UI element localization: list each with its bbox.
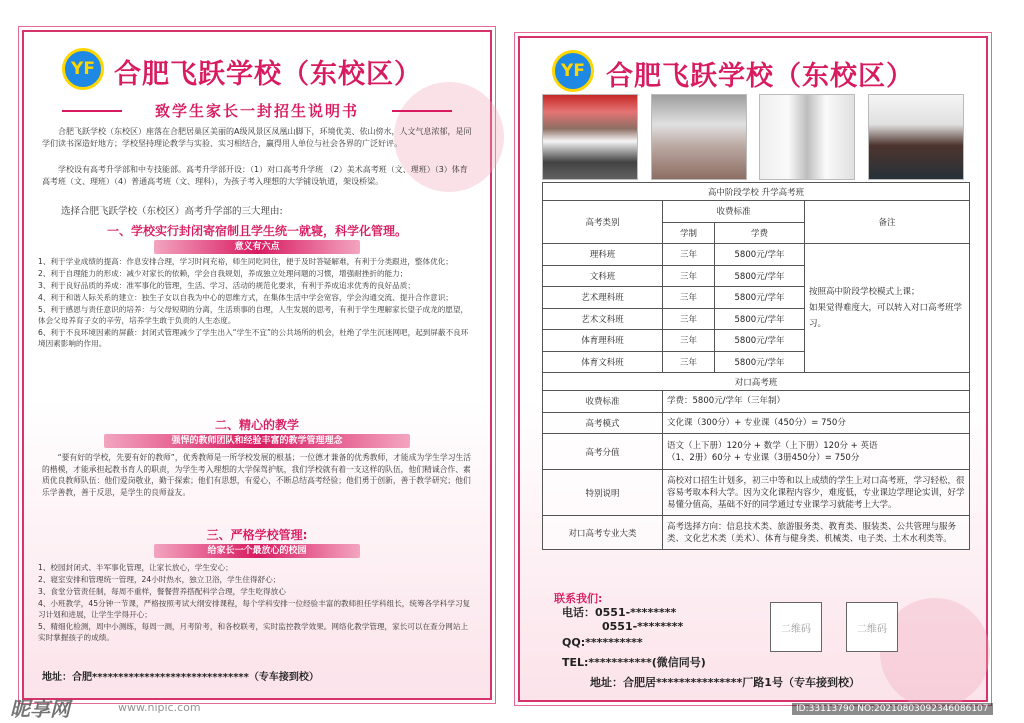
table-cell: 艺术文科班 (543, 308, 663, 330)
table-cell: 三年 (663, 351, 715, 373)
table-row (543, 391, 970, 413)
table-cell: 理科班 (543, 244, 663, 266)
list-item: 4、小班教学，45分钟一节课，严格按照考试大纲安排课程，每个学科安排一位经验丰富的教师担任学科组长，统筹各学科学习复习计划和进展，让学生学得开心； (38, 599, 471, 619)
section-2-title: 二、精心的教学 (214, 418, 299, 432)
section-3-banner: 给家长一个最放心的校园 (154, 544, 360, 558)
score-line: （1、2册）60分 + 专业课（3册450分）= 750分 (667, 452, 860, 463)
school-logo-icon: YF (552, 50, 594, 92)
table-label: 高考模式 (543, 412, 663, 434)
qr-code-placeholder: 二维码 (846, 602, 898, 652)
list-item: 1、利于学业成绩的提高：作息安排合理，学习时间充裕，师生同吃同住，便于及时答疑解难，有利于分类跟进，整体优化； (38, 257, 453, 266)
list-item: 2、寝室安排和管理统一管理，24小时热水，独立卫浴，学生住得舒心； (38, 575, 281, 584)
left-page (22, 30, 492, 700)
table-label: 收费标准 (543, 391, 663, 413)
table-cell: 5800元/学年 (715, 308, 805, 330)
list-item: 3、利于良好品质的养成：准军事化的管理，生活、学习、活动的规范化要求，有利于养成追求优秀的良好品质； (38, 281, 415, 290)
table-header: 收费标准 (663, 201, 805, 223)
watermark-id: ID:33113790 NO:20210803092346086107 (792, 703, 993, 715)
computer-lab-photo (868, 94, 964, 180)
table-remark: 按照高中阶段学校模式上课； 如果觉得难度大，可以转入对口高考班学习。 (805, 244, 970, 373)
section-1-list (38, 256, 472, 350)
table-label: 特别说明 (543, 470, 663, 516)
section-2-banner: 强悍的教师团队和经验丰富的教学管理理念 (104, 434, 410, 448)
reasons-heading: 选择合肥飞跃学校（东校区）高考升学部的三大理由: (61, 206, 283, 217)
table-cell: 5800元/学年 (715, 287, 805, 309)
table-cell: 5800元/学年 (715, 351, 805, 373)
section-1-banner: 意义有六点 (154, 240, 360, 254)
phone-2: 0551-******** (602, 620, 684, 633)
section-3-title: 三、严格学校管理: (206, 528, 308, 542)
table-row (543, 244, 970, 266)
table-header: 学费 (715, 222, 805, 244)
table-cell: 高校对口招生计划多，初三中等和以上成绩的学生上对口高考班，学习轻松，很容易考取本科大学。因为文化课程内容少，难度低，专业课边学理论实训，好学易懂分值高，基础不好的同学通过专业课学习就能考上大学。 (663, 470, 970, 516)
list-item: 5、精细化检测，周中小测练，每周一测，月考阶考，和各校联考，实时监控教学效果。网络化教学管理，家长可以在查分网站上实时掌握孩子的成绩。 (38, 622, 469, 642)
table-cell: 体育文科班 (543, 351, 663, 373)
table-cell: 5800元/学年 (715, 244, 805, 266)
table-row (543, 434, 970, 470)
right-page (518, 36, 988, 702)
table-cell: 三年 (663, 308, 715, 330)
table-cell: 三年 (663, 287, 715, 309)
section-3-list (38, 562, 472, 644)
table-cell: 三年 (663, 244, 715, 266)
school-name: 合肥飞跃学校（东校区） (114, 59, 422, 90)
table-header: 备注 (805, 201, 970, 244)
score-line: 语文（上下册）120分 + 数学（上下册）120分 + 英语 (667, 440, 878, 451)
contact-title: 联系我们: (554, 592, 603, 605)
subtitle: 致学生家长一封招生说明书 (122, 100, 392, 121)
school-logo-icon: YF (62, 48, 104, 90)
table-label: 对口高考专业大类 (543, 516, 663, 550)
section-2-paragraph: “要有好的学校，先要有好的教师”，优秀教师是一所学校发展的根基；一位德才兼备的优秀教师，才能成为学生学习生活的楷模，才能承担起教书育人的职责，为学生考入理想的大学保驾护航，我们学校就有着一支这样的队伍，他们精诚合作、素质优良教师队伍：他们爱岗敬业，勤于探索；他们有思想，有爱心，不断总结高考经验；他们勇于创新，善于教学研究；他们乐学善教，善于反思，是学生的良师益友。 (42, 453, 472, 497)
phone-1: 电话：0551-******** (562, 606, 677, 619)
table-header: 高考类别 (543, 201, 663, 244)
intro-paragraph-2: 学校设有高考升学部和中专技能部。高考升学部开设：（1）对口高考升学班 （2）美术高考班（文、理班）（3）体育高考班（文、理班）（4）普通高考班（文、理科），为孩子考入理想的大学铺设轨道，架设桥梁。 (42, 165, 468, 186)
table-cell: 文化课（300分）+ 专业课（450分）= 750分 (663, 412, 970, 434)
list-item: 6、利于不良环境因素的屏蔽：封闭式管理减少了学生出入“学生不宜”的公共场所的机会，杜绝了学生沉迷网吧，起到屏蔽不良环境因素影响的作用。 (38, 328, 469, 348)
right-header (520, 48, 986, 98)
table-row (543, 470, 970, 516)
left-header (24, 46, 490, 96)
fee-table (542, 182, 970, 550)
table-title: 对口高考班 (543, 373, 970, 391)
table-cell: 三年 (663, 330, 715, 352)
right-address: 地址：合肥居***************厂路1号（专车接到校） (590, 676, 860, 689)
table-cell: 文科班 (543, 265, 663, 287)
table-title: 高中阶段学校 升学高考班 (543, 183, 970, 201)
list-item: 4、利于和谐人际关系的建立：独生子女以自我为中心的思维方式，在集体生活中学会宽容，学会沟通交流、提升合作意识； (38, 293, 453, 302)
table-cell: 体育理科班 (543, 330, 663, 352)
dormitory-photo (759, 94, 855, 180)
cafeteria-photo (651, 94, 747, 180)
table-cell: 高考选择方向：信息技术类、旅游服务类、教育类、服装类、公共管理与服务类、文化艺术类（美术）、体育与健身类、机械类、电子类、土木水利类等。 (663, 516, 970, 550)
watermark-brand: 昵享网 (10, 697, 70, 721)
tel: TEL:***********(微信同号) (562, 656, 706, 669)
table-cell: 5800元/学年 (715, 330, 805, 352)
list-item: 5、利于感恩与责任意识的培养：与父母短期的分离，生活琐事的自理，人生发展的思考，有利于学生理解家长望子成龙的愿望，体会父母养育子女的辛劳，培养学生敢于负责的人生态度。 (38, 305, 469, 325)
table-row (543, 516, 970, 550)
classroom-photo (542, 94, 638, 180)
table-header: 学制 (663, 222, 715, 244)
school-name: 合肥飞跃学校（东校区） (606, 61, 914, 92)
qr-code-placeholder: 二维码 (770, 602, 822, 652)
table-cell (663, 434, 970, 470)
intro-paragraph-1: 合肥飞跃学校（东校区）座落在合肥居巢区美丽的A级风景区凤凰山脚下，环境优美、依山傍水，人文气息浓郁，是同学们读书深造好地方；学校坚持理论教学与实验、实习相结合，赢得用人单位与社会各界的广泛好评。 (42, 127, 472, 148)
campus-photos (542, 94, 964, 180)
watermark-url: www.nipic.com (118, 701, 201, 714)
table-row (543, 412, 970, 434)
table-cell: 三年 (663, 265, 715, 287)
list-item: 3、食堂分管责任制，每周不重样，餐餐营养搭配科学合理，学生吃得放心 (38, 587, 286, 596)
table-label: 高考分值 (543, 434, 663, 470)
table-cell: 学费：5800元/学年（三年制） (663, 391, 970, 413)
table-cell: 5800元/学年 (715, 265, 805, 287)
subtitle-bar (62, 100, 452, 122)
list-item: 2、利于自理能力的形成：减少对家长的依赖，学会自我规划，养成独立处理问题的习惯，增强耐挫折的能力； (38, 269, 408, 278)
left-address: 地址：合肥******************************（专车接到校） (42, 672, 319, 683)
qq: QQ:********** (562, 636, 643, 649)
section-1-title: 一、学校实行封闭寄宿制且学生统一就寝，科学化管理。 (106, 224, 407, 238)
table-cell: 艺术理科班 (543, 287, 663, 309)
list-item: 1、校园封闭式、半军事化管理，让家长放心，学生安心； (38, 563, 233, 572)
